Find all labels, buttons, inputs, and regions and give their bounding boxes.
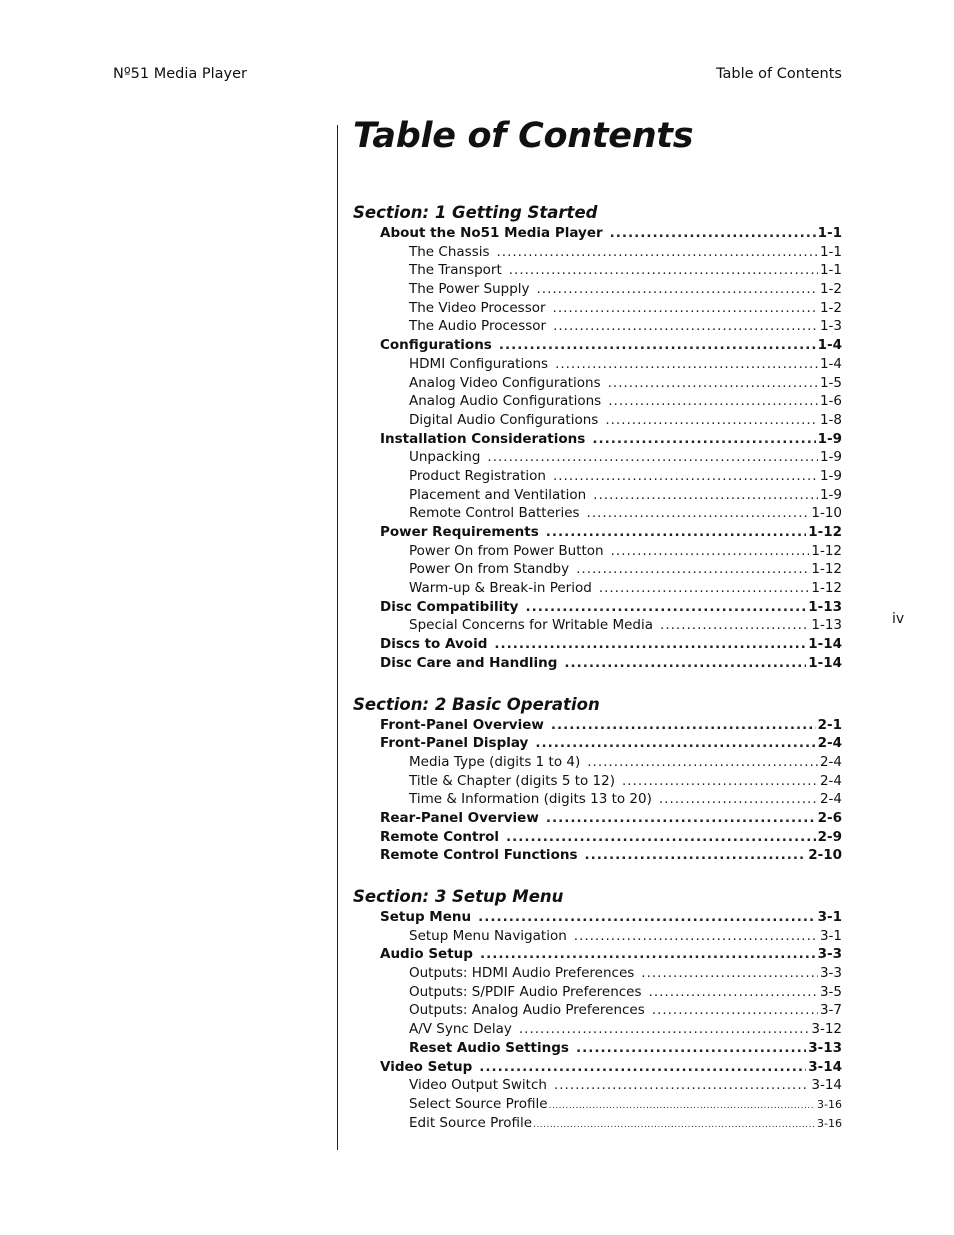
dot-leader	[506, 828, 816, 847]
toc-entry[interactable]	[353, 336, 842, 355]
toc-entry-title: Title & Chapter (digits 5 to 12)	[409, 772, 616, 789]
toc-entry-page: 1-2	[819, 281, 842, 298]
toc-subentry[interactable]	[353, 927, 842, 946]
toc-entry-page: 1-3	[819, 318, 842, 335]
toc-entry-title: Power Requirements	[380, 524, 539, 540]
dot-leader	[622, 772, 818, 791]
running-header-left: Nº51 Media Player	[113, 66, 248, 82]
toc-subentry[interactable]	[353, 1020, 842, 1039]
dot-leader	[576, 1039, 806, 1058]
toc-entry-page: 1-10	[811, 505, 842, 522]
dot-leader	[652, 1001, 818, 1020]
toc-entry[interactable]	[353, 430, 842, 449]
toc-entry-title: A/V Sync Delay	[409, 1021, 512, 1038]
toc-subentry[interactable]	[353, 374, 842, 393]
toc-entry-title: Product Registration	[409, 467, 546, 484]
table-of-contents	[353, 201, 842, 1132]
vertical-rule	[337, 125, 338, 1150]
toc-entry-title: Setup Menu Navigation	[409, 927, 567, 944]
toc-entry-page: 3-16	[817, 1116, 842, 1130]
toc-entry-page: 3-12	[811, 1021, 842, 1038]
toc-subentry[interactable]	[353, 486, 842, 505]
toc-section	[353, 885, 842, 1132]
toc-entry[interactable]	[353, 734, 842, 753]
toc-entry-title: Disc Compatibility	[380, 598, 519, 615]
toc-subentry[interactable]	[353, 1001, 842, 1020]
toc-entry-page: 1-6	[819, 393, 842, 410]
toc-entry-title: Disc Care and Handling	[380, 654, 558, 671]
toc-entry-title: Remote Control Functions	[380, 847, 578, 864]
toc-section	[353, 693, 842, 866]
toc-entry[interactable]	[353, 716, 842, 735]
dot-leader	[535, 734, 815, 753]
section-heading: Section: 3 Setup Menu	[353, 887, 564, 906]
toc-entry-page: 1-12	[811, 561, 842, 578]
toc-entry-page: 1-14	[808, 654, 842, 671]
toc-entry-page: 3-14	[811, 1077, 842, 1094]
dot-leader	[551, 716, 816, 735]
toc-entry-page: 3-1	[819, 927, 842, 944]
toc-subentry[interactable]	[353, 355, 842, 374]
toc-entry-title: The Chassis	[409, 243, 490, 260]
toc-entry-page: 1-4	[819, 355, 842, 372]
toc-subentry[interactable]	[353, 983, 842, 1002]
toc-entry-title: Installation Considerations	[380, 430, 586, 447]
dot-leader	[549, 1097, 815, 1114]
toc-entry-title: Front-Panel Overview	[380, 716, 544, 733]
dot-leader	[499, 336, 816, 355]
dot-leader	[497, 243, 818, 262]
toc-entry-title: Audio Setup	[380, 946, 473, 963]
dot-leader	[587, 753, 818, 772]
toc-entry-title: Video Output Switch	[409, 1077, 547, 1094]
toc-entry-page: 3-3	[817, 946, 842, 963]
toc-entry-title: Setup Menu	[380, 909, 472, 925]
dot-leader	[599, 579, 810, 598]
toc-entry[interactable]	[353, 635, 842, 654]
toc-entry-page: 1-1	[819, 262, 842, 279]
toc-entry-page: 3-16	[817, 1097, 842, 1111]
toc-entry-title: Placement and Ventilation	[409, 486, 587, 503]
toc-subentry[interactable]	[353, 1039, 842, 1058]
dot-leader	[479, 1058, 806, 1077]
section-heading: Section: 1 Getting Started	[353, 203, 598, 222]
toc-entry-page: 1-9	[819, 467, 842, 484]
toc-entry[interactable]	[353, 828, 842, 847]
toc-entry-title: Analog Video Configurations	[409, 374, 601, 391]
toc-entry-page: 2-10	[808, 847, 842, 864]
dot-leader	[641, 964, 818, 983]
toc-entry-title: Time & Information (digits 13 to 20)	[409, 791, 652, 808]
toc-entry-page: 1-1	[817, 225, 842, 241]
dot-leader	[605, 411, 818, 430]
dot-leader	[584, 846, 806, 865]
toc-subentry[interactable]	[353, 504, 842, 523]
dot-leader	[608, 374, 818, 393]
toc-subentry[interactable]	[353, 964, 842, 983]
toc-subentry[interactable]	[353, 579, 842, 598]
dot-leader	[610, 224, 816, 243]
toc-entry-page: 3-14	[808, 1058, 842, 1075]
dot-leader	[487, 448, 818, 467]
dot-leader	[574, 927, 818, 946]
dot-leader	[660, 616, 809, 635]
toc-entry-page: 2-4	[819, 772, 842, 789]
dot-leader	[576, 560, 809, 579]
toc-entry-page: 2-4	[819, 791, 842, 808]
toc-entry-title: The Transport	[409, 262, 502, 279]
toc-subentry[interactable]	[353, 542, 842, 561]
dot-leader	[564, 654, 806, 673]
toc-entry-page: 3-5	[819, 983, 842, 1000]
toc-entry-title: The Power Supply	[409, 281, 530, 298]
dot-leader	[480, 945, 816, 964]
toc-subentry[interactable]	[353, 411, 842, 430]
dot-leader	[592, 430, 815, 449]
toc-entry-page: 2-4	[817, 735, 842, 752]
toc-entry-title: Reset Audio Settings	[409, 1039, 569, 1056]
toc-entry-title: Analog Audio Configurations	[409, 393, 602, 410]
dot-leader	[537, 280, 818, 299]
toc-entry-page: 1-12	[811, 542, 842, 559]
dot-leader	[553, 317, 818, 336]
dot-leader	[553, 299, 818, 318]
toc-entry-title: HDMI Configurations	[409, 355, 549, 372]
toc-entry[interactable]	[353, 908, 842, 927]
toc-entry-page: 3-1	[817, 909, 842, 925]
toc-subentry[interactable]	[353, 317, 842, 336]
toc-subentry[interactable]	[353, 1076, 842, 1095]
toc-entry-page: 1-13	[808, 598, 842, 615]
toc-entry-title: Video Setup	[380, 1058, 473, 1075]
toc-entry-page: 1-5	[819, 374, 842, 391]
dot-leader	[608, 392, 818, 411]
toc-entry-title: The Audio Processor	[409, 318, 547, 335]
toc-subentry[interactable]	[353, 753, 842, 772]
toc-entry[interactable]	[353, 654, 842, 673]
toc-subentry[interactable]	[353, 243, 842, 262]
toc-entry-page: 1-13	[811, 617, 842, 634]
dot-leader	[593, 486, 818, 505]
toc-entry-title: Outputs: HDMI Audio Preferences	[409, 965, 635, 982]
toc-entry-page: 2-4	[819, 753, 842, 770]
toc-entry-title: Outputs: Analog Audio Preferences	[409, 1002, 645, 1019]
toc-entry-title: Digital Audio Configurations	[409, 411, 599, 428]
page-title: Table of Contents	[353, 116, 694, 156]
toc-entry-page: 1-12	[808, 524, 842, 540]
toc-entry-title: About the No51 Media Player	[380, 225, 603, 241]
toc-entry-title: Power On from Standby	[409, 561, 570, 578]
toc-entry-page: 3-13	[808, 1039, 842, 1056]
toc-entry-title: Discs to Avoid	[380, 636, 488, 653]
dot-leader	[659, 790, 818, 809]
toc-entry-page: 2-6	[817, 809, 842, 826]
toc-entry[interactable]	[353, 809, 842, 828]
toc-entry-title: Unpacking	[409, 449, 481, 466]
dot-leader	[494, 635, 806, 654]
toc-entry-title: Edit Source Profile	[409, 1114, 533, 1131]
toc-entry[interactable]	[353, 598, 842, 617]
dot-leader	[546, 809, 816, 828]
toc-subentry[interactable]	[353, 616, 842, 635]
toc-entry-title: Power On from Power Button	[409, 542, 604, 559]
toc-entry-page: 1-8	[819, 411, 842, 428]
toc-entry-title: Select Source Profile	[409, 1095, 548, 1112]
toc-entry-page: 1-12	[811, 580, 842, 597]
toc-entry-title: Configurations	[380, 337, 492, 354]
dot-leader	[649, 983, 818, 1002]
toc-subentry[interactable]	[353, 280, 842, 299]
toc-entry-page: 1-4	[817, 337, 842, 354]
toc-subentry[interactable]	[353, 299, 842, 318]
dot-leader	[478, 908, 815, 927]
toc-entry-page: 1-14	[808, 636, 842, 653]
dot-leader	[611, 542, 810, 561]
section-heading: Section: 2 Basic Operation	[353, 694, 600, 714]
toc-entry-title: Remote Control	[380, 828, 500, 845]
toc-subentry[interactable]	[353, 261, 842, 280]
dot-leader	[525, 598, 806, 617]
toc-subentry[interactable]	[353, 448, 842, 467]
dot-leader	[587, 504, 810, 523]
toc-subentry[interactable]	[353, 790, 842, 809]
dot-leader	[533, 1116, 815, 1133]
dot-leader	[519, 1020, 810, 1039]
dot-leader	[554, 1076, 809, 1095]
toc-entry[interactable]	[353, 945, 842, 964]
toc-entry-page: 2-1	[817, 716, 842, 733]
toc-entry-title: Warm-up & Break-in Period	[409, 580, 592, 597]
toc-subentry[interactable]	[353, 560, 842, 579]
running-header-right: Table of Contents	[716, 66, 842, 82]
toc-entry-page: 2-9	[817, 828, 842, 845]
dot-leader	[555, 355, 818, 374]
toc-entry[interactable]	[353, 1058, 842, 1077]
toc-entry-title: Remote Control Batteries	[409, 505, 580, 522]
toc-entry-page: 3-3	[819, 965, 842, 982]
toc-entry-page: 1-9	[817, 430, 842, 447]
toc-entry[interactable]	[353, 523, 842, 542]
toc-entry-title: Front-Panel Display	[380, 735, 529, 752]
toc-entry-page: 1-1	[819, 243, 842, 260]
toc-entry-page: 1-9	[819, 486, 842, 503]
toc-entry[interactable]	[353, 846, 842, 865]
toc-subentry[interactable]	[353, 467, 842, 486]
toc-entry-title: Rear-Panel Overview	[380, 809, 539, 826]
toc-entry-page: 3-7	[819, 1002, 842, 1019]
toc-entry-title: Media Type (digits 1 to 4)	[409, 753, 581, 770]
page-number: iv	[892, 611, 905, 627]
toc-subentry[interactable]	[353, 392, 842, 411]
toc-entry-page: 1-9	[819, 449, 842, 466]
toc-entry-title: Special Concerns for Writable Media	[409, 617, 654, 634]
toc-entry[interactable]	[353, 224, 842, 243]
toc-section	[353, 201, 842, 673]
toc-entry-title: Outputs: S/PDIF Audio Preferences	[409, 983, 642, 1000]
toc-subentry[interactable]	[353, 1095, 842, 1114]
toc-entry-page: 1-2	[819, 299, 842, 316]
dot-leader	[509, 261, 818, 280]
toc-entry-title: The Video Processor	[409, 299, 546, 316]
toc-subentry[interactable]	[353, 772, 842, 791]
dot-leader	[546, 523, 806, 542]
toc-subentry[interactable]	[353, 1114, 842, 1133]
dot-leader	[553, 467, 818, 486]
